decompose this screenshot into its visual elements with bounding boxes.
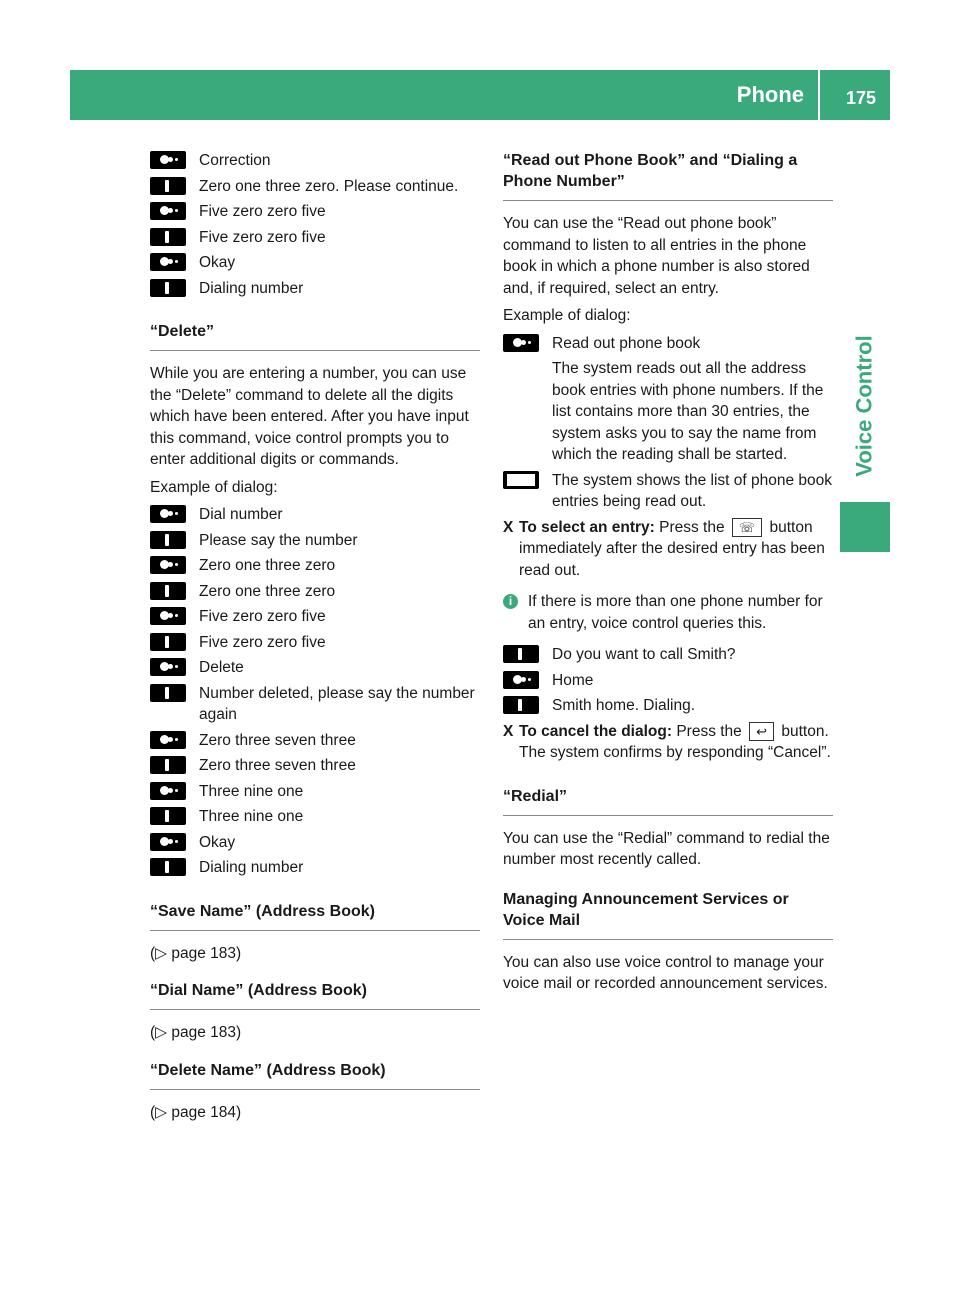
system-response-icon bbox=[150, 857, 199, 877]
instruction-arrow-icon: X bbox=[503, 722, 514, 740]
dialog-line bbox=[150, 278, 480, 300]
instruction-label: To select an entry: bbox=[519, 518, 655, 536]
voice-command-icon bbox=[150, 781, 199, 801]
instruction-text: Press the bbox=[676, 722, 742, 740]
dialog-correction bbox=[150, 150, 480, 299]
cancel-confirm-text: The system confirms by responding “Cancel”. bbox=[519, 744, 831, 761]
phone-button-icon: ☏ bbox=[732, 518, 762, 537]
dial-name-reference[interactable]: (▷ page 183) bbox=[150, 1024, 242, 1041]
heading-managing-announcement: Managing Announcement Services or Voice Mail bbox=[503, 889, 833, 940]
dialog-text: Three nine one bbox=[199, 782, 304, 800]
voice-command-icon bbox=[150, 150, 199, 170]
dialog-line bbox=[150, 857, 480, 879]
dialog-line bbox=[503, 333, 833, 466]
dialog-line bbox=[150, 755, 480, 777]
delete-body: While you are entering a number, you can use the “Delete” command to delete all the digits which have been entered. After you have input this command, voice control prompts you to enter additional digits or commands. bbox=[150, 365, 469, 468]
dialog-text: Do you want to call Smith? bbox=[552, 646, 736, 663]
dialog-text: Dialing number bbox=[199, 279, 304, 297]
save-name-reference[interactable]: (▷ page 183) bbox=[150, 944, 242, 962]
voice-command-icon bbox=[150, 504, 199, 524]
system-response-icon bbox=[150, 632, 199, 652]
dialog-line bbox=[503, 470, 833, 513]
dialog-line bbox=[150, 581, 480, 603]
redial-body: You can use the “Redial” command to redial the number most recently called. bbox=[503, 829, 830, 868]
voice-command-icon bbox=[503, 333, 552, 353]
system-response-icon bbox=[150, 530, 199, 550]
dialog-line bbox=[150, 657, 480, 679]
dialog-text: Okay bbox=[199, 833, 236, 851]
voice-command-icon bbox=[150, 201, 199, 221]
managing-body: You can also use voice control to manage your voice mail or recorded announcement services. bbox=[503, 953, 828, 992]
dialog-text: Zero one three zero. Please continue. bbox=[199, 177, 459, 195]
dialog-text: Five zero zero five bbox=[199, 608, 326, 625]
system-response-icon bbox=[150, 755, 199, 775]
dialog-line bbox=[150, 227, 480, 249]
dialog-text: Okay bbox=[199, 254, 236, 271]
dialog-text: Five zero zero five bbox=[199, 203, 326, 220]
dialog-text: Please say the number bbox=[199, 531, 358, 549]
heading-delete: “Delete” bbox=[150, 321, 480, 351]
example-label: Example of dialog: bbox=[503, 307, 631, 324]
voice-command-icon bbox=[150, 657, 199, 677]
dialog-line bbox=[150, 252, 480, 274]
side-tab-label: Voice Control bbox=[852, 335, 878, 477]
dialog-line bbox=[150, 632, 480, 654]
voice-command-icon bbox=[150, 252, 199, 272]
heading-dial-name: “Dial Name” (Address Book) bbox=[150, 980, 480, 1010]
dialog-line bbox=[503, 670, 833, 692]
dialog-line bbox=[150, 176, 480, 198]
system-response-icon bbox=[150, 581, 199, 601]
dialog-text: Zero one three zero bbox=[199, 582, 336, 600]
instruction-text: button immediately after the desired entry has been read out. bbox=[519, 518, 825, 579]
system-response-icon bbox=[150, 278, 199, 298]
dialog-delete bbox=[150, 504, 480, 879]
dialog-text: Zero one three zero bbox=[199, 557, 336, 574]
dialog-line bbox=[150, 730, 480, 752]
dialog-line bbox=[150, 683, 480, 726]
dialog-text: Zero three seven three bbox=[199, 731, 356, 749]
voice-command-icon bbox=[503, 670, 552, 690]
instruction-arrow-icon: X bbox=[503, 518, 514, 536]
side-tab-marker bbox=[840, 502, 890, 552]
left-column bbox=[150, 150, 480, 1139]
dialog-text: Dial number bbox=[199, 506, 283, 523]
dialog-line bbox=[503, 644, 833, 666]
dialog-line bbox=[150, 555, 480, 577]
dialog-display-text: The system shows the list of phone book entries being read out. bbox=[552, 471, 833, 510]
dialog-text: Delete bbox=[199, 659, 244, 676]
info-note bbox=[503, 591, 833, 634]
heading-save-name: “Save Name” (Address Book) bbox=[150, 901, 480, 931]
dialog-line bbox=[150, 806, 480, 828]
dialog-text: Zero three seven three bbox=[199, 757, 356, 774]
dialog-text: Smith home. Dialing. bbox=[552, 697, 696, 714]
right-column bbox=[503, 150, 833, 1001]
note-text: If there is more than one phone number for an entry, voice control queries this. bbox=[528, 593, 823, 632]
display-icon bbox=[503, 470, 552, 490]
instruction-cancel-dialog bbox=[503, 721, 833, 764]
dialog-text: Dialing number bbox=[199, 859, 304, 876]
dialog-text: Three nine one bbox=[199, 808, 304, 825]
voice-command-icon bbox=[150, 832, 199, 852]
dialog-line bbox=[150, 201, 480, 223]
read-out-body: You can use the “Read out phone book” command to listen to all entries in the phone book in which a phone number is also stored and, if required, select an entry. bbox=[503, 215, 810, 297]
system-response-icon bbox=[150, 227, 199, 247]
instruction-text: Press the bbox=[659, 518, 725, 536]
system-response-icon bbox=[150, 176, 199, 196]
voice-command-icon bbox=[150, 606, 199, 626]
instruction-select-entry bbox=[503, 517, 833, 582]
back-button-icon: ↩ bbox=[749, 722, 774, 741]
section-title: Phone bbox=[737, 70, 820, 120]
system-response-icon bbox=[503, 644, 552, 664]
info-icon: i bbox=[503, 594, 518, 609]
dialog-text: Five zero zero five bbox=[199, 633, 326, 651]
system-response-icon bbox=[503, 695, 552, 715]
dialog-line bbox=[150, 606, 480, 628]
instruction-label: To cancel the dialog: bbox=[519, 722, 673, 740]
page-number: 175 bbox=[845, 88, 877, 108]
dialog-text: Home bbox=[552, 671, 594, 689]
delete-name-reference[interactable]: (▷ page 184) bbox=[150, 1103, 242, 1121]
dialog-text: Number deleted, please say the number again bbox=[199, 684, 475, 723]
example-label: Example of dialog: bbox=[150, 478, 278, 496]
dialog-line bbox=[150, 781, 480, 803]
dialog-text: Correction bbox=[199, 152, 271, 169]
dialog-line bbox=[150, 530, 480, 552]
header-bar bbox=[70, 70, 890, 120]
voice-command-icon bbox=[150, 555, 199, 575]
side-tab bbox=[840, 318, 890, 494]
dialog-multiple-numbers bbox=[503, 644, 833, 717]
heading-redial: “Redial” bbox=[503, 786, 833, 816]
dialog-command-description: The system reads out all the address book entries with phone numbers. If the list contains more than 30 entries, the system asks you to say the name from which the reading shall be started. bbox=[552, 360, 824, 463]
dialog-line bbox=[150, 832, 480, 854]
heading-read-out-phone-book: “Read out Phone Book” and “Dialing a Phone Number” bbox=[503, 150, 833, 201]
dialog-line bbox=[503, 695, 833, 717]
instruction-text: button. bbox=[781, 722, 829, 740]
dialog-line bbox=[150, 150, 480, 172]
system-response-icon bbox=[150, 806, 199, 826]
dialog-text: Five zero zero five bbox=[199, 228, 326, 246]
system-response-icon bbox=[150, 683, 199, 703]
heading-delete-name: “Delete Name” (Address Book) bbox=[150, 1060, 480, 1090]
dialog-command-text: Read out phone book bbox=[552, 334, 701, 352]
voice-command-icon bbox=[150, 730, 199, 750]
dialog-line bbox=[150, 504, 480, 526]
